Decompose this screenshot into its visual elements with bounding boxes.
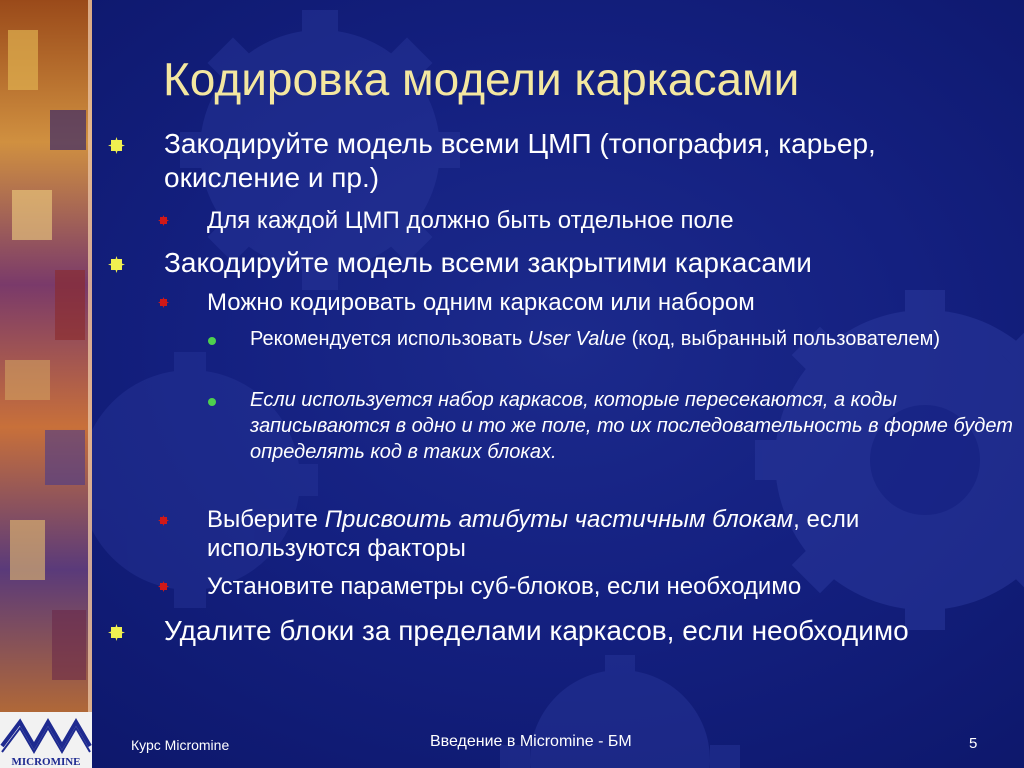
yellow-burst-bullet-icon <box>108 624 125 641</box>
green-dot-bullet-icon <box>208 398 216 406</box>
logo-text: MICROMINE <box>11 756 81 768</box>
slide-title: Кодировка модели каркасами <box>163 53 800 105</box>
slide-number: 5 <box>969 735 978 752</box>
bullet-level1: Закодируйте модель всеми ЦМП (топография, карьер, окисление и пр.) <box>164 128 876 193</box>
bullet-level3: Рекомендуется использовать User Value (код, выбранный пользователем) <box>250 328 940 350</box>
red-burst-bullet-icon <box>158 515 169 526</box>
bullet-level2: Выберите Присвоить атибуты частичным блокам, если используются факторы <box>207 506 860 562</box>
bullet-level2: Для каждой ЦМП должно быть отдельное поле <box>207 207 734 234</box>
footer-presentation-title: Введение в Micromine - БМ <box>430 733 632 750</box>
footer-course-label: Курс Micromine <box>131 737 230 753</box>
bullet-level2: Установите параметры суб-блоков, если необходимо <box>207 573 802 600</box>
green-dot-bullet-icon <box>208 337 216 345</box>
bullet-level3-italic: Если используется набор каркасов, которые пересекаются, а коды записываются в одно и то же поле, то их последовательность в форме будет определять код в таких блоках. <box>250 389 1013 463</box>
bullet-level1: Закодируйте модель всеми закрытими каркасами <box>164 247 812 278</box>
yellow-burst-bullet-icon <box>108 256 125 273</box>
yellow-burst-bullet-icon <box>108 137 125 154</box>
red-burst-bullet-icon <box>158 297 169 308</box>
bullet-level2: Можно кодировать одним каркасом или набором <box>207 289 755 316</box>
red-burst-bullet-icon <box>158 215 169 226</box>
red-burst-bullet-icon <box>158 581 169 592</box>
bullet-level1: Удалите блоки за пределами каркасов, если необходимо <box>164 615 909 646</box>
